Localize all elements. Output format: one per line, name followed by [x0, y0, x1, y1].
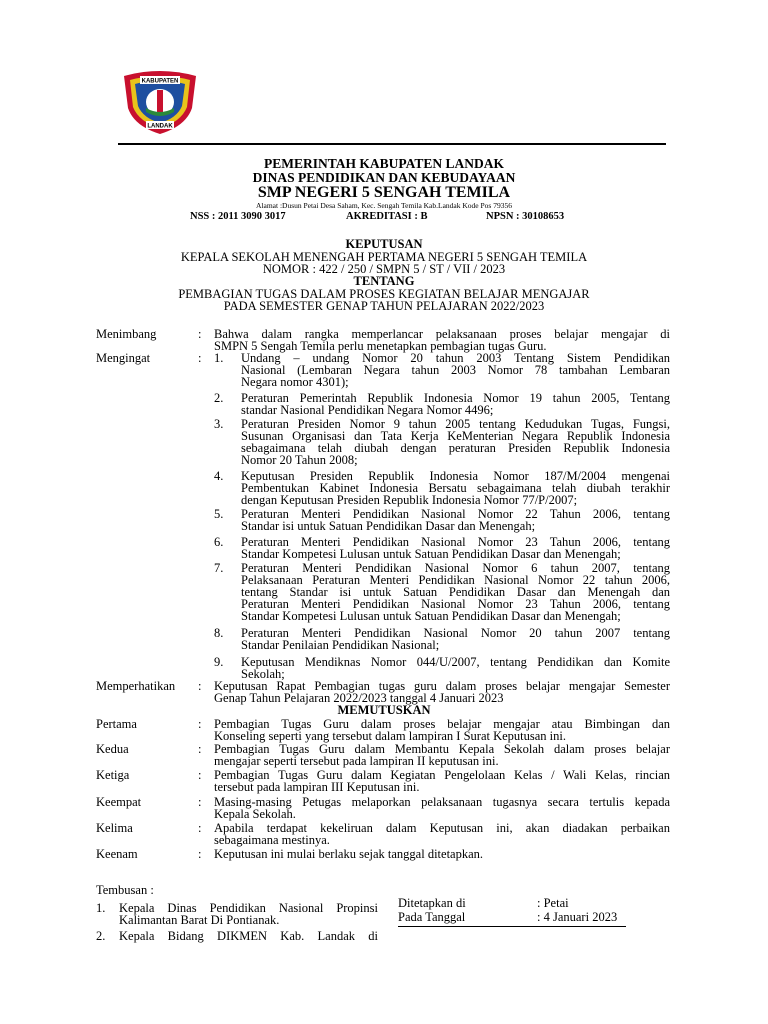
memutuskan-title: MEMUTUSKAN: [337, 703, 431, 717]
nss: NSS : 2011 3090 3017: [190, 211, 286, 222]
decision-label: Pertama: [96, 717, 137, 731]
subject-line1: PEMBAGIAN TUGAS DALAM PROSES KEGIATAN BELAJAR MENGAJAR: [178, 287, 590, 301]
tembusan-item: Kepala Bidang DIKMEN Kab. Landak di: [119, 929, 378, 943]
logo-top-text: KABUPATEN: [141, 78, 179, 85]
decision-label: Kelima: [96, 821, 133, 835]
mengingat-number: 3.: [214, 417, 224, 431]
mengingat-number: 4.: [214, 469, 224, 483]
mengingat-item: Peraturan Menteri Pendidikan Nasional Nomor 20 tahun 2007 tentang Standar Penilaian Pendidikan Nasional;: [241, 626, 670, 652]
mengingat-item: Keputusan Presiden Republik Indonesia Nomor 187/M/2004 mengenai Pembentukan Kabinet Indonesia Bersatu sebagaimana telah diubah terakhir dengan Keputusan Presiden Republik Indonesia Nomor 77/P/2007;: [241, 469, 670, 507]
decision-colon: :: [198, 821, 202, 835]
kepala-line: KEPALA SEKOLAH MENENGAH PERTAMA NEGERI 5 SENGAH TEMILA: [180, 250, 588, 264]
mengingat-item: Peraturan Menteri Pendidikan Nasional Nomor 6 tahun 2007, tentang Pelaksanaan Peraturan Menteri Pendidikan Nasional Nomor 22 tahun 2006, tentang Standar isi untuk Satuan Pendidikan Dasar dan Menengah dan Peraturan Menteri Pendidikan Nasional Nomor 23 Tahun 2006, tentang Standar Kompetesi Lulusan untuk Satuan Pendidikan Dasar dan Menengah;: [241, 561, 670, 623]
mengingat-item: Peraturan Menteri Pendidikan Nasional Nomor 23 Tahun 2006, tentang Standar Kompetesi Lulusan untuk Satuan Pendidikan Dasar dan Menengah;: [241, 535, 670, 561]
ditetapkan-value: : Petai: [537, 896, 569, 910]
keputusan-title: KEPUTUSAN: [345, 237, 423, 251]
npsn: NPSN : 30108653: [486, 211, 565, 222]
menimbang-colon: :: [198, 327, 202, 341]
decision-text: Pembagian Tugas Guru dalam Kegiatan Pengelolaan Kelas / Wali Kelas, rincian tersebut pada lampiran III Keputusan ini.: [214, 768, 670, 794]
ditetapkan-label: Ditetapkan di: [398, 896, 466, 910]
menimbang-label: Menimbang: [96, 327, 157, 341]
memperhatikan-text: Keputusan Rapat Pembagian tugas guru dalam proses belajar mengajar Semester Genap Tahun Pelajaran 2022/2023 tanggal 4 Januari 2023: [214, 679, 670, 705]
decision-text: Masing-masing Petugas melaporkan pelaksanaan tugasnya secara tertulis kepada Kepala Sekolah.: [214, 795, 670, 821]
kabupaten-landak-logo: [120, 68, 200, 136]
mengingat-number: 6.: [214, 535, 224, 549]
mengingat-item: Keputusan Mendiknas Nomor 044/U/2007, tentang Pendidikan dan Komite Sekolah;: [241, 655, 670, 681]
tentang-title: TENTANG: [353, 274, 415, 288]
mengingat-item: Peraturan Pemerintah Republik Indonesia Nomor 19 tahun 2005, Tentang standar Nasional Pendidikan Negara Nomor 4496;: [241, 391, 670, 417]
decision-text: Apabila terdapat kekeliruan dalam Keputusan ini, akan diadakan perbaikan sebagaimana mestinya.: [214, 821, 670, 847]
tanggal-value: : 4 Januari 2023: [537, 910, 618, 924]
decision-label: Ketiga: [96, 768, 130, 782]
decision-text: Pembagian Tugas Guru dalam proses belajar mengajar atau Bimbingan dan Konseling seperti yang tersebut dalam lampiran I Surat Keputusan ini.: [214, 717, 670, 743]
decision-label: Keempat: [96, 795, 142, 809]
header-line2: DINAS PENDIDIKAN DAN KEBUDAYAAN: [252, 170, 516, 185]
mengingat-number: 2.: [214, 391, 224, 405]
school-address: Alamat :Dusun Petai Desa Saham, Kec. Sengah Temila Kab.Landak Kode Pos 79356: [256, 201, 512, 210]
header-divider: [118, 143, 666, 145]
mengingat-number: 9.: [214, 655, 224, 669]
decision-colon: :: [198, 768, 202, 782]
school-name: SMP NEGERI 5 SENGAH TEMILA: [257, 184, 511, 201]
tanggal-label: Pada Tanggal: [398, 910, 466, 924]
subject-line2: PADA SEMESTER GENAP TAHUN PELAJARAN 2022/2023: [223, 299, 545, 313]
akreditasi: AKREDITASI : B: [346, 211, 428, 222]
memperhatikan-colon: :: [198, 679, 202, 693]
mengingat-item: Peraturan Presiden Nomor 9 tahun 2005 tentang Kedudukan Tugas, Fungsi, Susunan Organisasi dan Tata Kerja KeMenterian Negara Republik Indonesia sebagaimana telah diubah dengan peraturan Presiden Republik Indonesia Nomor 20 Tahun 2008;: [241, 417, 670, 467]
tembusan-label: Tembusan :: [96, 883, 154, 897]
decision-colon: :: [198, 717, 202, 731]
menimbang-text: Bahwa dalam rangka memperlancar pelaksanaan proses belajar mengajar di SMPN 5 Sengah Temila perlu menetapkan pembagian tugas Guru.: [214, 327, 670, 353]
decision-label: Kedua: [96, 742, 129, 756]
decision-label: Keenam: [96, 847, 138, 861]
tembusan-number: 2.: [96, 929, 106, 943]
memperhatikan-label: Memperhatikan: [96, 679, 176, 693]
mengingat-number: 5.: [214, 507, 224, 521]
decision-colon: :: [198, 795, 202, 809]
signature-divider: [398, 926, 626, 927]
tembusan-item: Kepala Dinas Pendidikan Nasional Propinsi Kalimantan Barat Di Pontianak.: [119, 901, 378, 927]
tembusan-number: 1.: [96, 901, 106, 915]
decision-text: Pembagian Tugas Guru dalam Membantu Kepala Sekolah dalam proses belajar mengajar seperti tersebut pada lampiran II keputusan ini.: [214, 742, 670, 768]
nomor-line: NOMOR : 422 / 250 / SMPN 5 / ST / VII / 2023: [262, 262, 506, 276]
mengingat-item: Undang – undang Nomor 20 tahun 2003 Tentang Sistem Pendidikan Nasional (Lembaran Negara tahun 2003 Nomor 78 tambahan Lembaran Negara nomor 4301);: [241, 351, 670, 389]
mengingat-label: Mengingat: [96, 351, 151, 365]
header-line1: PEMERINTAH KABUPATEN LANDAK: [263, 156, 504, 171]
mengingat-colon: :: [198, 351, 202, 365]
decision-text: Keputusan ini mulai berlaku sejak tanggal ditetapkan.: [214, 847, 484, 861]
mengingat-number: 7.: [214, 561, 224, 575]
decision-colon: :: [198, 847, 202, 861]
mengingat-number: 1.: [214, 351, 224, 365]
decision-colon: :: [198, 742, 202, 756]
logo-bottom-text: LANDAK: [147, 123, 173, 130]
mengingat-item: Peraturan Menteri Pendidikan Nasional Nomor 22 Tahun 2006, tentang Standar isi untuk Satuan Pendidikan Dasar dan Menengah;: [241, 507, 670, 533]
mengingat-number: 8.: [214, 626, 224, 640]
